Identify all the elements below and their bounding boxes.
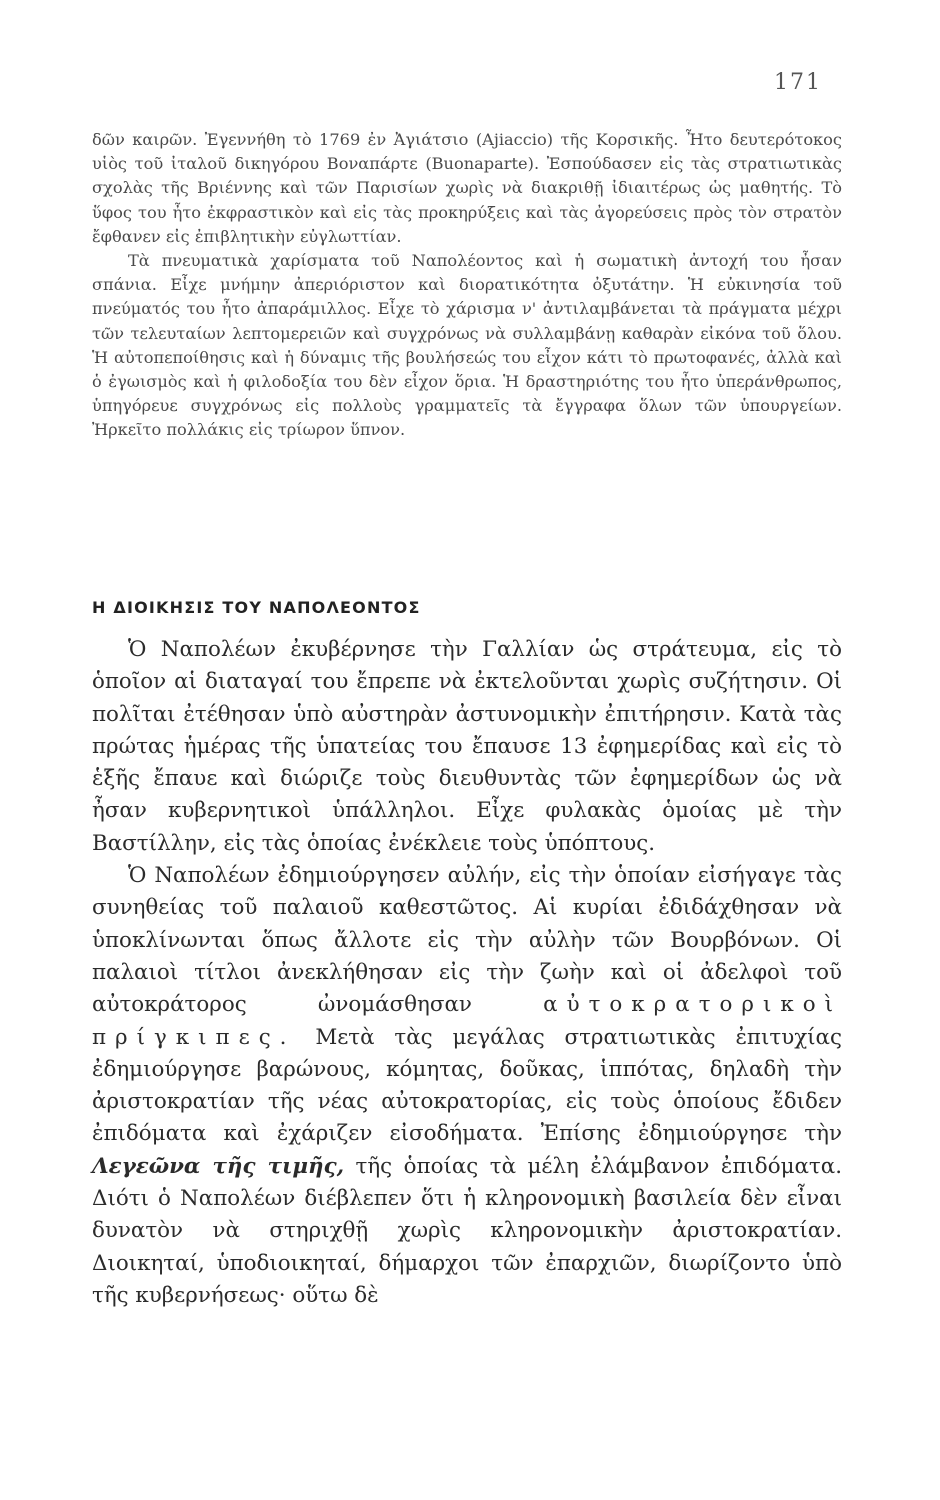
paragraph-character: Τὰ πνευματικὰ χαρίσματα τοῦ Ναπολέοντος καὶ ἡ σωματικὴ ἀντοχή του ἦσαν σπάνια. Εἶχε μνήμην ἀπεριόριστον καὶ διορατικότητα ὀξυτάτην. Ἡ εὐκινησία τοῦ πνεύματός του ἦτο ἀπαράμιλλος. Εἶχε τὸ χάρισμα ν' ἀντιλαμβάνεται τὰ πράγματα μέχρι τῶν τελευταίων λεπτομερειῶν καὶ συγχρόνως νὰ συλλαμβάνῃ καθαρὰν εἰκόνα τοῦ ὅλου. Ἡ αὐτοπεποίθησις καὶ ἡ δύναμις τῆς βουλήσεώς του εἶχον κάτι τὸ πρωτοφανές, ἀλλὰ καὶ ὁ ἐγωισμὸς καὶ ἡ φιλοδοξία του δὲν εἶχον ὅρια. Ἡ δραστηριότης του ἦτο ὑπεράνθρωπος, ὑπηγόρευε συγχρόνως εἰς πολλοὺς γραμματεῖς τὰ ἔγγραφα ὅλων τῶν ὑπουργείων. Ἠρκεῖτο πολλάκις εἰς τρίωρον ὕπνον. — [92, 251, 842, 440]
paragraph-police-state: Ὁ Ναπολέων ἐκυβέρνησε τὴν Γαλλίαν ὡς στράτευμα, εἰς τὸ ὁποῖον αἱ διαταγαί του ἔπρεπε νὰ ἐκτελοῦνται χωρὶς συζήτησιν. Οἱ πολῖται ἐτέθησαν ὑπὸ αὐστηρὰν ἀστυνομικὴν ἐπιτήρησιν. Κατὰ τὰς πρώτας ἡμέρας τῆς ὑπατείας του ἔπαυσε 13 ἐφημερίδας καὶ εἰς τὸ ἑξῆς ἔπαυε καὶ διώριζε τοὺς διευθυντὰς τῶν ἐφημερίδων ὡς νὰ ἦσαν κυβερνητικοὶ ὑπάλληλοι. Εἶχε φυλακὰς ὁμοίας μὲ τὴν Βαστίλλην, εἰς τὰς ὁποίας ἐνέκλειε τοὺς ὑπόπτους. — [92, 637, 842, 856]
paragraph-imperial-court — [92, 860, 842, 1312]
court-text-start: Ὁ Ναπολέων ἐδημιούργησεν αὐλήν, εἰς τὴν ὁποίαν εἰσήγαγε τὰς συνηθείας τοῦ παλαιοῦ καθεστῶτος. Αἱ κυρίαι ἐδιδάχθησαν νὰ ὑποκλίνωνται ὅπως ἄλλοτε εἰς τὴν αὐλὴν τῶν Βουρβόνων. Οἱ παλαιοὶ τίτλοι ἀνεκλήθησαν εἰς τὴν ζωὴν καὶ οἱ ἀδελφοὶ τοῦ αὐτοκράτορος ὠνομάσθησαν — [92, 863, 842, 1018]
legion-of-honour-emphasis: Λεγεῶνα τῆς τιμῆς, — [92, 1153, 345, 1179]
imperial-princes-emphasis: αὐτοκρατορικοὶ πρίγκιπες. — [92, 992, 842, 1050]
court-text-middle: Μετὰ τὰς μεγάλας στρατιωτικὰς ἐπιτυχίας ἐδημιούργησε βαρώνους, κόμητας, δοῦκας, ἱππότας, δηλαδὴ τὴν ἀριστοκρατίαν τῆς νέας αὐτοκρατορίας, εἰς τοὺς ὁποίους ἔδιδεν ἐπιδόματα καὶ ἐχάριζεν εἰσοδήματα. Ἐπίσης ἐδημιούργησε τὴν — [92, 1024, 842, 1147]
paragraph-birth-and-education: δῶν καιρῶν. Ἐγεννήθη τὸ 1769 ἐν Ἀγιάτσιο (Ajiaccio) τῆς Κορσικῆς. Ἦτο δευτερότοκος υἱὸς τοῦ ἰταλοῦ δικηγόρου Βοναπάρτε (Buonaparte). Ἐσπούδασεν εἰς τὰς στρατιωτικὰς σχολὰς τῆς Βριέννης καὶ τῶν Παρισίων χωρὶς νὰ διακριθῇ ἰδιαιτέρως ὡς μαθητής. Τὸ ὕφος του ἦτο ἐκφραστικὸν καὶ εἰς τὰς προκηρύξεις καὶ τὰς ἀγορεύσεις πρὸς τὸν στρατὸν ἔφθανεν εἰς ἐπιβλητικὴν εὐγλωττίαν. — [92, 130, 842, 246]
napoleon-biography-text — [92, 128, 842, 443]
section-heading: Η ΔΙΟΙΚΗΣΙΣ ΤΟΥ ΝΑΠΟΛΕΟΝΤΟΣ — [92, 598, 421, 617]
napoleon-administration-text — [92, 634, 842, 1312]
court-text-end: τῆς ὁποίας τὰ μέλη ἐλάμβανον ἐπιδόματα. Διότι ὁ Ναπολέων διέβλεπεν ὅτι ἡ κληρονομικὴ βασιλεία δὲν εἶναι δυνατὸν νὰ στηριχθῇ χωρὶς κληρονομικὴν ἀριστοκρατίαν. Διοικηταί, ὑποδιοικηταί, δήμαρχοι τῶν ἐπαρχιῶν, διωρίζοντο ὑπὸ τῆς κυβερνήσεως· οὕτω δὲ — [92, 1153, 842, 1308]
page-number: 171 — [774, 70, 822, 95]
